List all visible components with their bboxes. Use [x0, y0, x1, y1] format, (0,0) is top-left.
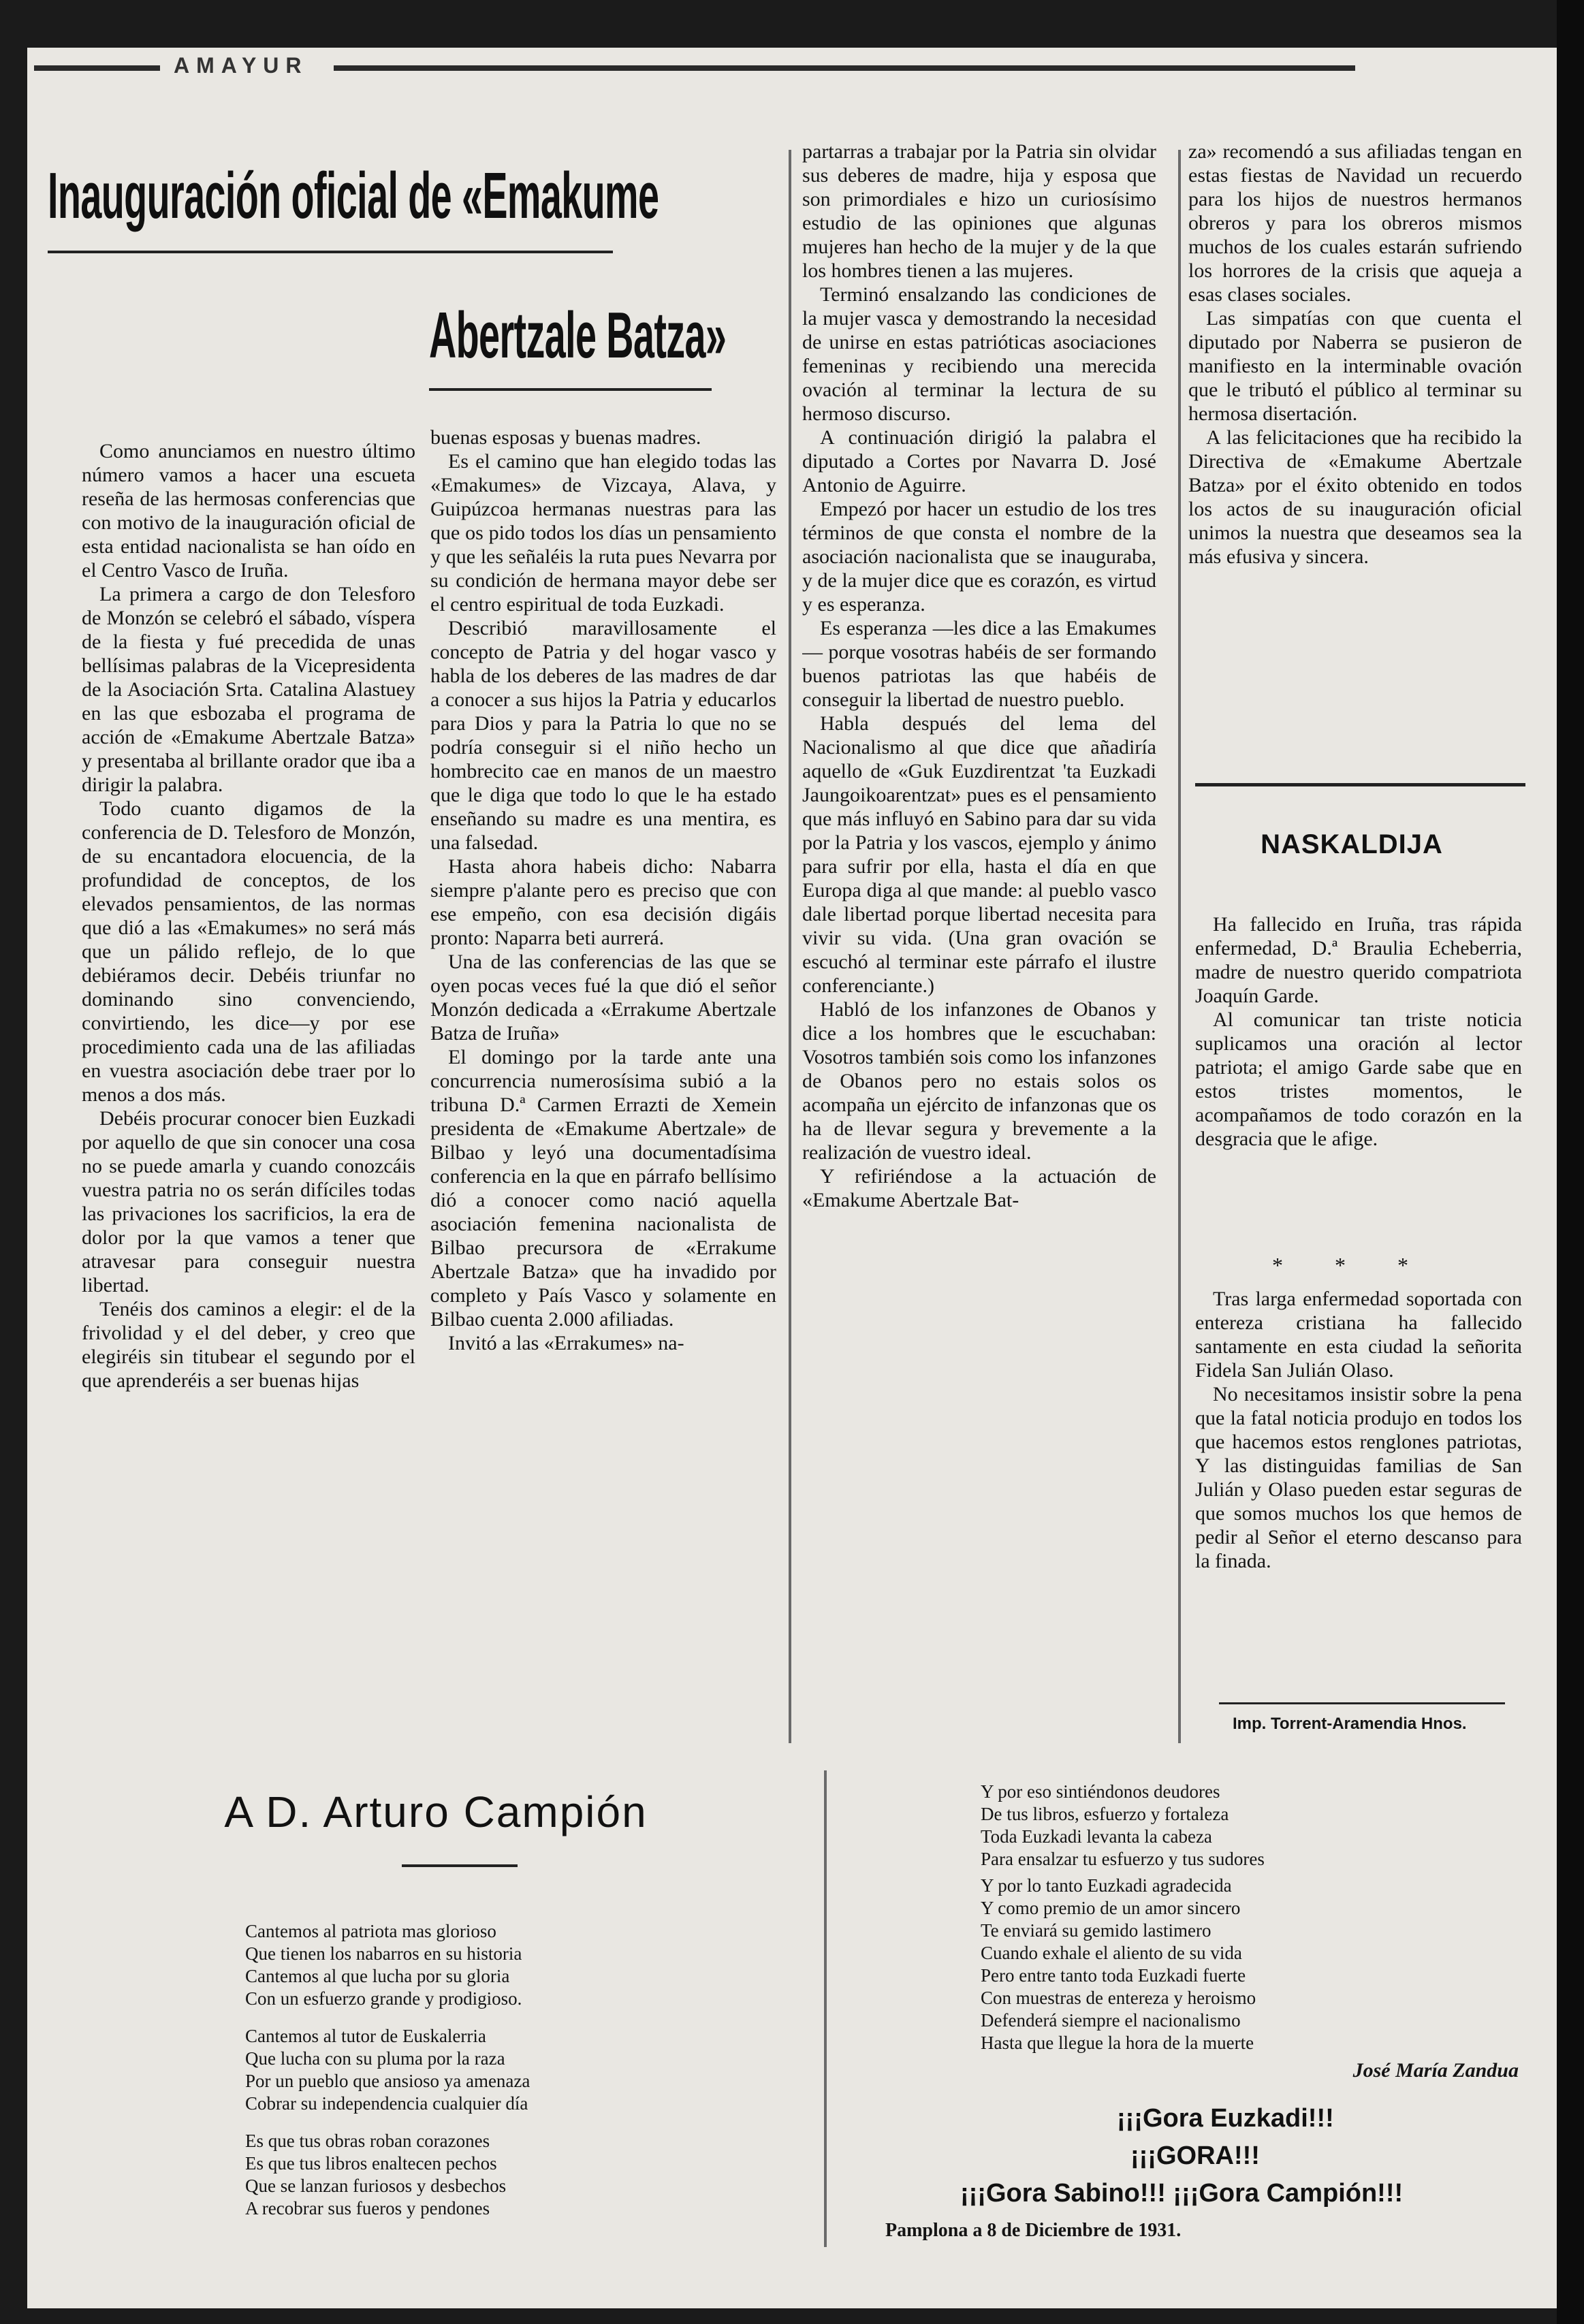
paragraph: Todo cuanto digamos de la conferencia de D. Telesforo de Monzón, de su encantadora elocuencia, de la profundidad de conceptos, de los elevados pensamientos, de las normas que dió a las «Emakumes» no será más que un pálido reflejo, de lo que debiéramos decir. Debéis triunfar no dominando sino convenciendo, convirtiendo, les dice—y por ese procedimiento cada una de las afiliadas en vuestra asociación debe traer por lo menos a dos más. [82, 797, 415, 1106]
article-headline-line1: Inauguración oficial de «Emakume [48, 159, 659, 232]
paragraph: Hasta ahora habeis dicho: Nabarra siempre p'alante pero es preciso que con ese empeño, con esa decisión digáis pronto: Naparra beti aurrerá. [430, 855, 776, 949]
paragraph: Al comunicar tan triste noticia suplicamos una oración al lector patriota; el amigo Garde sabe que en estos tristes momentos, le acompañamos de todo corazón en la desgracia que le afige. [1195, 1008, 1522, 1150]
headline-underline [48, 251, 613, 253]
verse-line: Cobrar su independencia cualquier día [245, 2093, 528, 2114]
verse-line: Que se lanzan furiosos y desbechos [245, 2176, 507, 2196]
scan-border [1557, 0, 1584, 2324]
verse-line: Toda Euzkadi levanta la cabeza [981, 1826, 1212, 1847]
paragraph: Es el camino que han elegido todas las «Emakumes» de Vizcaya, Alava, y Guipúzcoa hermanas nuestras para las que os pido todos los días un pensamiento y que les señaléis la ruta pues Nevarra por su condición de hermana mayor debe ser el centro espiritual de toda Euzkadi. [430, 450, 776, 616]
masthead-rule-right [334, 65, 1355, 71]
verse-line: Para ensalzar tu esfuerzo y tus sudores [981, 1849, 1265, 1869]
paragraph: La primera a cargo de don Telesforo de Monzón se celebró el sábado, víspera de la fiesta y fué precedida de unas bellísimas palabras de la Vicepresidenta de la Asociación Srta. Catalina Alastuey en las que esbozaba el programa de acción de «Emakume Abertzale Batza» y presentaba al brillante orador que iba a dirigir la palabra. [82, 583, 415, 796]
verse-line: Te enviará su gemido lastimero [981, 1920, 1211, 1941]
stanza [981, 1875, 1512, 2054]
masthead [34, 53, 1362, 80]
verse-line: Y como premio de un amor sincero [981, 1898, 1241, 1918]
column-divider [824, 1770, 827, 2247]
paragraph: za» recomendó a sus afiliadas tengan en estas fiestas de Navidad un recuerdo para los hijos de nuestros hermanos obreros y para los obreros mismos muchos de los cuales estarán sufriendo los horrores de la crisis que aqueja a esas clases sociales. [1188, 140, 1522, 306]
verse-line: Defenderá siempre el nacionalismo [981, 2010, 1241, 2031]
paragraph: Tenéis dos caminos a elegir: el de la frivolidad y el del deber, y creo que elegiréis sin titubear el segundo por el que aprenderéis a ser buenas hijas [82, 1298, 415, 1392]
paragraph: Empezó por hacer un estudio de los tres términos de que consta el nombre de la asociación nacionalista que se inauguraba, y de la mujer dice que es corazón, es virtud y es esperanza. [802, 498, 1156, 616]
stanza [245, 2025, 763, 2115]
paragraph: El domingo por la tarde ante una concurrencia numerosísima subió a la tribuna D.ª Carmen Errazti de Xemein presidenta de «Emakume Abertzale» de Bilbao y leyó una documentadísima conferencia en la que en párrafo bellísimo dió a conocer como nació aquella asociación femenina nacionalista de Bilbao precursora de «Errakume Abertzale Batza» que ha invadido por completo y País Vasco y solamente en Bilbao cuenta 2.000 afiliadas. [430, 1046, 776, 1331]
paragraph: Ha fallecido en Iruña, tras rápida enfermedad, D.ª Braulia Echeberria, madre de nuestro querido compatriota Joaquín Garde. [1195, 913, 1522, 1007]
cheer-line: ¡¡¡Gora Euzkadi!!! [1117, 2104, 1334, 2133]
column-divider [789, 150, 791, 1743]
paragraph: Las simpatías con que cuenta el diputado por Naberra se pusieron de manifiesto en la interminable ovación que le tributó el público al terminar su hermosa disertación. [1188, 307, 1522, 425]
verse-line: Que lucha con su pluma por la raza [245, 2048, 505, 2069]
poem-title-underline [402, 1864, 518, 1867]
stanza [981, 1781, 1512, 1871]
stanza [245, 2130, 763, 2220]
verse-line: A recobrar sus fueros y pendones [245, 2198, 490, 2218]
paragraph: Y refiriéndose a la actuación de «Emakume Abertzale Bat- [802, 1165, 1156, 1211]
paragraph: Es esperanza —les dice a las Emakumes— porque vosotras habéis de ser formando buenos patriotas las que habéis de conseguir la libertad de nuestro pueblo. [802, 617, 1156, 711]
section-separator: * * * [1272, 1253, 1431, 1277]
column-divider [1178, 150, 1181, 1743]
cheer-line: ¡¡¡GORA!!! [1130, 2142, 1260, 2170]
paragraph: Invitó a las «Errakumes» na- [448, 1332, 684, 1354]
verse-line: Cantemos al tutor de Euskalerria [245, 2026, 486, 2046]
naskaldija-notice-1 [1195, 912, 1522, 1239]
verse-line: Cantemos al que lucha por su gloria [245, 1966, 510, 1986]
paragraph: Como anunciamos en nuestro último número vamos a hacer una escueta reseña de las hermosas conferencias que con motivo de la inauguración oficial de esta entidad nacionalista se han oído en el Centro Vasco de Iruña. [82, 440, 415, 582]
paragraph: Habla después del lema del Nacionalismo al que dice que añadiría aquello de «Guk Euzdirentzat 'ta Euzkadi Jaungoikoarentzat» pues es el pensamiento que más influyó en Sabino para dar su vida por la Patria y los vascos, ejemplo y ánimo para sufrir por ella, hasta el día en que Europa diga al que mande: al pueblo vasco dale libertad porque libertad necesita para vivir su vida. (Una gran ovación se escuchó al terminar este párrafo el ilustre conferenciante.) [802, 712, 1156, 997]
paragraph: No necesitamos insistir sobre la pena que la fatal noticia produjo en todos los que hacemos estos renglones patriotas, Y las distinguidas familias de San Julián y Olaso pueden estar seguras de que somos muchos los que hemos de pedir al Señor el eterno descanso para la finada. [1195, 1383, 1522, 1572]
paragraph: Describió maravillosamente el concepto de Patria y del hogar vasco y habla de los deberes de las madres de dar a conocer a sus hijos la Patria y educarlos para Dios y para la Patria lo que no se podría conseguir si el niño hecho un hombrecito cae en manos de un maestro que le diga que todo lo que le ha estado enseñando su madre es una mentira, es una falsedad. [430, 617, 776, 854]
verse-line: Con muestras de entereza y heroismo [981, 1988, 1256, 2008]
naskaldija-title: NASKALDIJA [1261, 829, 1443, 859]
verse-line: Cantemos al patriota mas glorioso [245, 1921, 496, 1941]
cheer-line: ¡¡¡Gora Sabino!!! ¡¡¡Gora Campión!!! [960, 2179, 1404, 2208]
masthead-title: AMAYUR [174, 53, 308, 78]
verse-line: Que tienen los nabarros en su historia [245, 1943, 522, 1964]
section-divider [1195, 783, 1525, 786]
masthead-rule-left [34, 65, 160, 71]
paragraph: Terminó ensalzando las condiciones de la mujer vasca y demostrando la necesidad de unirse en estas patrióticas asociaciones femeninas y recibiendo una merecida ovación al terminar la lectura de su hermoso discurso. [802, 283, 1156, 425]
stanza [245, 1920, 763, 2010]
verse-line: Por un pueblo que ansioso ya amenaza [245, 2071, 530, 2091]
verse-line: Cuando exhale el aliento de su vida [981, 1943, 1242, 1963]
paragraph: buenas esposas y buenas madres. [430, 426, 701, 449]
poem-title: A D. Arturo Campión [224, 1787, 648, 1836]
paragraph: A continuación dirigió la palabra el diputado a Cortes por Navarra D. José Antonio de Aguirre. [802, 426, 1156, 496]
paragraph: Debéis procurar conocer bien Euzkadi por aquello de que sin conocer una cosa no se puede amarla y cuando conozcáis vuestra patria no os serán difíciles todas las privaciones los sacrificios, la era de dolor por la que vamos a tener que atravesar para conseguir nuestra libertad. [82, 1107, 415, 1296]
imprint-rule [1219, 1702, 1505, 1704]
article-column-1 [82, 439, 415, 1757]
verse-line: Pero entre tanto toda Euzkadi fuerte [981, 1965, 1246, 1986]
article-column-3 [802, 140, 1156, 1757]
verse-line: Es que tus obras roban corazones [245, 2131, 490, 2151]
poem-signature: José María Zandua [1352, 2059, 1519, 2082]
verse-line: De tus libros, esfuerzo y fortaleza [981, 1804, 1229, 1824]
poem-right-column [981, 1781, 1512, 2069]
poem-dateline: Pamplona a 8 de Diciembre de 1931. [885, 2220, 1182, 2241]
paragraph: Una de las conferencias de las que se oyen pocas veces fué la que dió el señor Monzón dedicada a «Errakume Abertzale Batza de Iruña» [430, 951, 776, 1045]
verse-line: Y por eso sintiéndonos deudores [981, 1781, 1220, 1802]
verse-line: Hasta que llegue la hora de la muerte [981, 2033, 1254, 2053]
verse-line: Y por lo tanto Euzkadi agradecida [981, 1875, 1232, 1896]
paragraph: A las felicitaciones que ha recibido la Directiva de «Emakume Abertzale Batza» por el éxito obtenido en todos los actos de su inauguración oficial unimos la nuestra que deseamos sea la más efusiva y sincera. [1188, 426, 1522, 568]
paragraph: Tras larga enfermedad soportada con entereza cristiana ha fallecido santamente en esta ciudad la señorita Fidela San Julián Olaso. [1195, 1288, 1522, 1382]
printer-imprint: Imp. Torrent-Aramendia Hnos. [1233, 1715, 1467, 1733]
paragraph: partarras a trabajar por la Patria sin olvidar sus deberes de madre, hija y esposa que son primordiales e hizo un curiosísimo estudio de las opiniones que algunas mujeres han hecho de la mujer y de la que los hombres tienen a las mujeres. [802, 140, 1156, 282]
article-column-4 [1188, 140, 1522, 746]
headline-underline [429, 388, 712, 391]
article-column-2 [430, 426, 776, 1757]
paragraph: Habló de los infanzones de Obanos y dice a los hombres que le escuchaban: Vosotros también sois como los infanzones de Obanos pero no estais solos os acompaña un ejército de infanzonas que os ha de llevar segura y brevemente a la realización de vuestro ideal. [802, 998, 1156, 1164]
article-headline-line2: Abertzale Batza» [429, 299, 727, 372]
poem-left-column [245, 1920, 763, 2235]
naskaldija-notice-2 [1195, 1287, 1522, 1689]
verse-line: Con un esfuerzo grande y prodigioso. [245, 1988, 522, 2009]
verse-line: Es que tus libros enaltecen pechos [245, 2153, 497, 2174]
